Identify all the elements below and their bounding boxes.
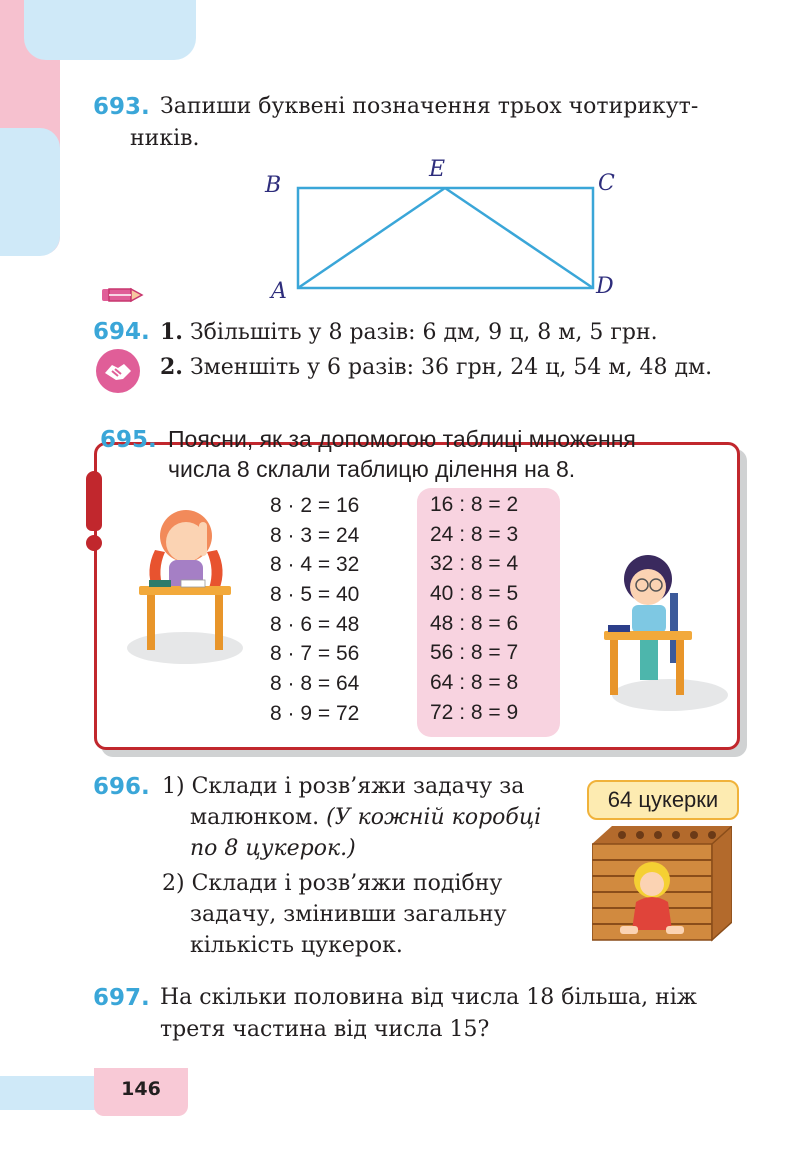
multiplication-row: 8 · 8 = 64: [270, 672, 360, 696]
problem-693-text-line2: ників.: [130, 126, 200, 151]
problem-695-text-line2: числа 8 склали таблицю ділення на 8.: [168, 456, 576, 482]
division-row: 56 : 8 = 7: [430, 641, 519, 665]
problem-696-item-2-marker: 2): [162, 871, 185, 896]
division-row: 48 : 8 = 6: [430, 611, 519, 635]
point-label-a: A: [271, 279, 287, 300]
division-row: 72 : 8 = 9: [430, 700, 519, 724]
point-label-d: D: [596, 274, 614, 299]
problem-696-item-1-line2: [190, 803, 541, 833]
problem-694-item-2-marker: 2.: [160, 354, 183, 380]
problem-694-number: 694.: [93, 319, 150, 345]
problem-696-item-2-line3: кількість цукерок.: [190, 933, 403, 958]
multiplication-row: 8 · 2 = 16: [270, 494, 360, 517]
problem-696-number: 696.: [93, 774, 150, 800]
multiplication-table: [270, 491, 359, 729]
quadrilateral-figure: [255, 150, 635, 300]
problem-696-item-1-text: Склади і розв’яжи задачу за: [191, 774, 525, 799]
division-row: 64 : 8 = 8: [430, 671, 519, 695]
problem-696-item-2-line1: [162, 869, 502, 899]
page-number: 146: [121, 1078, 161, 1100]
problem-694-item-2: [160, 352, 712, 383]
problem-693-text-line1: Запиши буквені позначення трьох чотирикут-: [160, 94, 699, 119]
problem-697-number: 697.: [93, 985, 150, 1011]
handshake-icon: [96, 349, 140, 393]
problem-694-item-2-text: Зменшіть у 6 разів: 36 грн, 24 ц, 54 м, 48 дм.: [189, 355, 713, 380]
multiplication-row: 8 · 6 = 48: [270, 612, 360, 636]
point-label-e: E: [429, 157, 446, 182]
problem-696-item-1-line3: по 8 цукерок.): [190, 836, 356, 861]
division-row: 24 : 8 = 3: [430, 522, 519, 546]
problem-696-item-1-marker: 1): [162, 774, 185, 799]
problem-695-text-line1: Поясни, як за допомогою таблиці множення: [168, 426, 636, 452]
footer-decoration: [0, 1076, 100, 1110]
problem-697-text-line1: На скільки половина від числа 18 більша, ніж: [160, 985, 698, 1010]
exclamation-dot-icon: [86, 535, 102, 551]
exclamation-icon: [86, 471, 102, 531]
corner-decoration-blue-side: [0, 128, 60, 256]
problem-696-item-2-text: Склади і розв’яжи подібну: [191, 871, 503, 896]
division-row: 16 : 8 = 2: [430, 493, 519, 516]
multiplication-row: 8 · 4 = 32: [270, 553, 360, 577]
problem-696-item-1-line2-plain: малюнком.: [190, 805, 327, 830]
candy-count-badge: 64 цукерки: [587, 780, 739, 820]
corner-decoration-blue-top: [24, 0, 196, 60]
multiplication-row: 8 · 3 = 24: [270, 523, 360, 547]
problem-696-item-2-line2: задачу, змінивши загальну: [190, 902, 507, 927]
segment-ed: [445, 188, 593, 288]
girl-at-desk-illustration: [125, 500, 249, 666]
rectangle-abcd: [298, 188, 593, 288]
point-label-c: C: [598, 171, 615, 196]
candy-boxes-illustration: [592, 826, 732, 944]
problem-695-number: 695.: [100, 427, 157, 453]
multiplication-row: 8 · 7 = 56: [270, 642, 360, 666]
problem-694-item-1: [160, 317, 658, 348]
segment-ae: [298, 188, 445, 288]
problem-696-item-1-line1: [162, 772, 524, 802]
problem-694-item-1-text: Збільшіть у 8 разів: 6 дм, 9 ц, 8 м, 5 грн.: [189, 320, 658, 345]
division-table: [430, 490, 518, 728]
pencil-icon: [100, 285, 144, 305]
problem-694-item-1-marker: 1.: [160, 319, 183, 345]
problem-697-text-line2: третя частина від числа 15?: [160, 1017, 490, 1042]
boy-at-desk-illustration: [590, 545, 740, 717]
multiplication-row: 8 · 5 = 40: [270, 583, 360, 607]
problem-693-number: 693.: [93, 94, 150, 120]
multiplication-row: 8 · 9 = 72: [270, 701, 360, 725]
division-row: 32 : 8 = 4: [430, 552, 519, 576]
division-row: 40 : 8 = 5: [430, 582, 519, 606]
point-label-b: B: [265, 173, 282, 198]
problem-696-item-1-line2-italic: (У кожній коробці: [326, 805, 542, 830]
